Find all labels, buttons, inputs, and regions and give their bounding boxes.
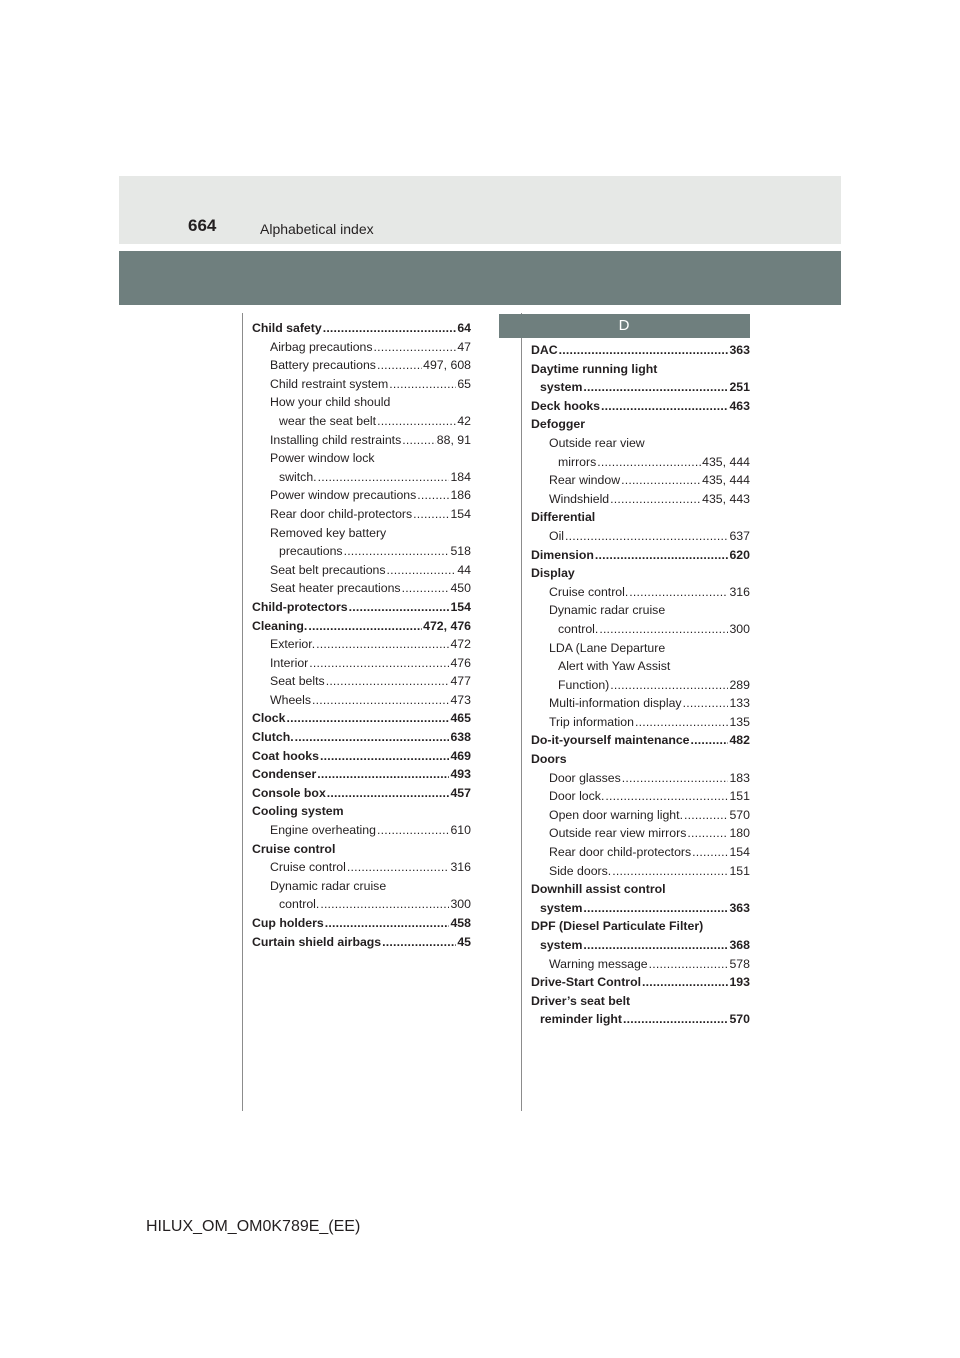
index-subentry bbox=[252, 338, 471, 357]
entry-term: Differential bbox=[531, 510, 596, 525]
page-reference: 316 bbox=[450, 860, 471, 875]
left-column-rule bbox=[242, 313, 243, 1111]
entry-term: Door lock. bbox=[549, 789, 605, 804]
page-reference: 435, 444 bbox=[702, 454, 750, 469]
entry-term: Airbag precautions bbox=[270, 339, 373, 354]
entry-term: reminder light bbox=[540, 1012, 622, 1027]
index-subentry bbox=[531, 583, 750, 602]
entry-term: precautions bbox=[279, 544, 343, 559]
page-number: 664 bbox=[188, 216, 217, 235]
entry-term: Outside rear view bbox=[549, 435, 645, 450]
header-dark-band bbox=[119, 251, 841, 305]
leader-dots bbox=[347, 858, 450, 877]
entry-term: Dynamic radar cruise bbox=[270, 878, 387, 893]
page-reference: 251 bbox=[729, 380, 750, 395]
index-subentry bbox=[531, 843, 750, 862]
entry-term: wear the seat belt bbox=[279, 413, 377, 428]
entry-term: control. bbox=[558, 621, 599, 636]
index-subentry bbox=[252, 561, 471, 580]
index-subentry bbox=[531, 955, 750, 974]
index-entry bbox=[531, 731, 750, 750]
entry-term: Display bbox=[531, 566, 575, 581]
leader-dots bbox=[402, 579, 450, 598]
index-entry bbox=[252, 709, 471, 728]
entry-term: Clock bbox=[252, 711, 286, 726]
page-reference: 473 bbox=[450, 692, 471, 707]
page-reference: 151 bbox=[729, 863, 750, 878]
index-subentry bbox=[252, 524, 471, 561]
page-reference: 135 bbox=[729, 714, 750, 729]
leader-dots bbox=[387, 561, 457, 580]
entry-term: Daytime running light bbox=[531, 361, 658, 376]
leader-dots bbox=[317, 765, 449, 784]
leader-dots bbox=[635, 713, 729, 732]
index-subentry bbox=[252, 431, 471, 450]
index-subentry bbox=[531, 434, 750, 471]
index-subentry bbox=[252, 877, 471, 914]
leader-dots bbox=[344, 542, 450, 561]
entry-term: Dynamic radar cruise bbox=[549, 603, 666, 618]
index-subentry bbox=[531, 527, 750, 546]
page-reference: 620 bbox=[729, 547, 750, 562]
entry-term: system bbox=[540, 938, 583, 952]
page-reference: 45 bbox=[457, 934, 471, 949]
entry-term: Outside rear view mirrors bbox=[549, 826, 687, 841]
leader-dots bbox=[583, 378, 728, 397]
page-reference: 482 bbox=[729, 733, 750, 748]
index-entry bbox=[252, 765, 471, 784]
leader-dots bbox=[629, 583, 728, 602]
leader-dots bbox=[308, 617, 422, 636]
page-reference: 193 bbox=[729, 975, 750, 990]
entry-term: Deck hooks bbox=[531, 398, 601, 413]
entry-term: Cruise control bbox=[270, 860, 346, 875]
page-reference: 363 bbox=[729, 900, 750, 915]
page-reference: 184 bbox=[450, 469, 471, 484]
page-reference: 300 bbox=[729, 621, 750, 636]
section-letter-heading: D bbox=[499, 314, 750, 338]
index-subentry bbox=[252, 821, 471, 840]
page-reference: 154 bbox=[450, 599, 471, 614]
entry-term: Engine overheating bbox=[270, 823, 376, 838]
entry-term: Rear window bbox=[549, 473, 621, 488]
entry-term: Cup holders bbox=[252, 916, 324, 930]
leader-dots bbox=[692, 843, 728, 862]
page-reference: 457 bbox=[450, 785, 471, 800]
leader-dots bbox=[583, 936, 728, 955]
page-reference: 477 bbox=[450, 674, 471, 689]
leader-dots bbox=[327, 784, 450, 803]
leader-dots bbox=[417, 486, 449, 505]
index-entry bbox=[531, 992, 750, 1029]
page-reference: 154 bbox=[450, 506, 471, 521]
page-reference: 151 bbox=[729, 789, 750, 804]
index-entry bbox=[252, 784, 471, 803]
index-entry bbox=[531, 973, 750, 992]
leader-dots bbox=[287, 709, 450, 728]
index-entry bbox=[531, 360, 750, 397]
index-entry bbox=[252, 840, 471, 859]
index-entry bbox=[531, 546, 750, 565]
entry-term: Trip information bbox=[549, 714, 634, 729]
index-entry bbox=[531, 508, 750, 527]
page-reference: 637 bbox=[729, 528, 750, 543]
entry-term: Cruise control bbox=[252, 841, 336, 856]
index-subentry bbox=[252, 635, 471, 654]
leader-dots bbox=[642, 973, 728, 992]
entry-term: Rear door child-protectors bbox=[270, 506, 413, 521]
index-entry bbox=[531, 397, 750, 416]
leader-dots bbox=[349, 598, 450, 617]
leader-dots bbox=[691, 731, 729, 750]
index-subentry bbox=[252, 672, 471, 691]
entry-term: Power window precautions bbox=[270, 488, 417, 503]
leader-dots bbox=[309, 654, 449, 673]
entry-term: Doors bbox=[531, 752, 567, 767]
entry-term: Condenser bbox=[252, 767, 317, 782]
index-subentry bbox=[531, 490, 750, 509]
leader-dots bbox=[377, 412, 456, 431]
entry-term: Seat belts bbox=[270, 674, 325, 689]
leader-dots bbox=[683, 694, 729, 713]
entry-term: Console box bbox=[252, 785, 326, 800]
entry-term: Child-protectors bbox=[252, 599, 348, 614]
leader-dots bbox=[326, 672, 450, 691]
leader-dots bbox=[374, 338, 457, 357]
entry-term: Windshield bbox=[549, 491, 610, 506]
page-reference: 570 bbox=[729, 807, 750, 822]
page-reference: 154 bbox=[729, 845, 750, 860]
page-reference: 472, 476 bbox=[423, 618, 471, 633]
page-reference: 47 bbox=[457, 339, 471, 354]
entry-term: Dimension bbox=[531, 547, 594, 562]
entry-term: Wheels bbox=[270, 692, 312, 707]
page-reference: 289 bbox=[729, 677, 750, 692]
page-reference: 472 bbox=[450, 637, 471, 652]
page-reference: 458 bbox=[450, 916, 471, 930]
entry-term: LDA (Lane Departure bbox=[549, 640, 666, 655]
page-reference: 476 bbox=[450, 655, 471, 670]
page-reference: 65 bbox=[457, 376, 471, 391]
document-code: HILUX_OM_OM0K789E_(EE) bbox=[146, 1218, 361, 1235]
index-column-right bbox=[531, 341, 750, 1029]
leader-dots bbox=[295, 728, 450, 747]
page-reference: 469 bbox=[450, 748, 471, 763]
index-entry bbox=[252, 617, 471, 636]
entry-term: Cooling system bbox=[252, 804, 344, 819]
page-reference: 435, 444 bbox=[702, 473, 750, 488]
leader-dots bbox=[623, 1010, 728, 1029]
page-reference: 180 bbox=[729, 826, 750, 841]
right-column-rule bbox=[521, 313, 522, 1111]
index-subentry bbox=[252, 654, 471, 673]
entry-term: Child safety bbox=[252, 321, 322, 335]
running-title: Alphabetical index bbox=[260, 221, 374, 237]
entry-term: Driver’s seat belt bbox=[531, 993, 631, 1008]
leader-dots bbox=[599, 620, 728, 639]
leader-dots bbox=[377, 821, 449, 840]
header-band bbox=[119, 176, 841, 244]
leader-dots bbox=[325, 914, 450, 933]
index-entry bbox=[252, 598, 471, 617]
leader-dots bbox=[610, 676, 728, 695]
index-entry bbox=[252, 728, 471, 747]
page-reference: 88, 91 bbox=[436, 432, 471, 447]
page-reference: 518 bbox=[450, 544, 471, 559]
entry-term: system bbox=[540, 900, 583, 915]
leader-dots bbox=[612, 862, 728, 881]
index-column-left bbox=[252, 319, 471, 951]
entry-term: Removed key battery bbox=[270, 525, 387, 540]
index-entry bbox=[531, 564, 750, 583]
page-reference: 368 bbox=[729, 938, 750, 952]
leader-dots bbox=[312, 691, 449, 710]
entry-term: Seat belt precautions bbox=[270, 562, 386, 577]
page-reference: 435, 443 bbox=[702, 491, 750, 506]
index-subentry bbox=[252, 375, 471, 394]
entry-term: Warning message bbox=[549, 956, 648, 971]
entry-term: Installing child restraints bbox=[270, 432, 402, 447]
leader-dots bbox=[323, 319, 457, 338]
leader-dots bbox=[318, 468, 450, 487]
entry-term: control. bbox=[279, 897, 320, 912]
leader-dots bbox=[601, 397, 728, 416]
entry-term: Clutch. bbox=[252, 730, 294, 745]
entry-term: Coat hooks bbox=[252, 748, 319, 763]
entry-term: Do-it-yourself maintenance bbox=[531, 733, 690, 748]
page-reference: 64 bbox=[457, 321, 471, 335]
index-subentry bbox=[252, 858, 471, 877]
page-reference: 463 bbox=[729, 398, 750, 413]
page-reference: 363 bbox=[729, 343, 750, 357]
index-subentry bbox=[531, 694, 750, 713]
leader-dots bbox=[583, 899, 728, 918]
leader-dots bbox=[687, 824, 728, 843]
page-reference: 316 bbox=[729, 584, 750, 599]
page-reference: 610 bbox=[450, 823, 471, 838]
entry-term: Defogger bbox=[531, 417, 585, 432]
index-entry bbox=[531, 415, 750, 434]
index-entry bbox=[531, 750, 750, 769]
leader-dots bbox=[320, 895, 449, 914]
index-subentry bbox=[531, 806, 750, 825]
page-reference: 133 bbox=[729, 696, 750, 711]
entry-term: Multi-information display bbox=[549, 696, 682, 711]
entry-term: Seat heater precautions bbox=[270, 581, 401, 596]
index-entry bbox=[531, 341, 750, 360]
entry-term: Drive-Start Control bbox=[531, 975, 641, 990]
leader-dots bbox=[684, 806, 728, 825]
entry-term: DPF (Diesel Particulate Filter) bbox=[531, 919, 704, 934]
index-subentry bbox=[252, 486, 471, 505]
index-subentry bbox=[531, 639, 750, 695]
index-subentry bbox=[531, 713, 750, 732]
entry-term: Cruise control. bbox=[549, 584, 629, 599]
index-subentry bbox=[531, 787, 750, 806]
leader-dots bbox=[382, 933, 456, 952]
page-reference: 44 bbox=[457, 562, 471, 577]
page-reference: 42 bbox=[457, 413, 471, 428]
page-reference: 578 bbox=[729, 956, 750, 971]
leader-dots bbox=[610, 490, 701, 509]
index-subentry bbox=[252, 691, 471, 710]
leader-dots bbox=[595, 546, 729, 565]
page-reference: 300 bbox=[450, 897, 471, 912]
index-entry bbox=[252, 319, 471, 338]
leader-dots bbox=[621, 471, 701, 490]
entry-term: Downhill assist control bbox=[531, 882, 666, 897]
index-entry bbox=[252, 914, 471, 933]
entry-term: DAC bbox=[531, 343, 558, 357]
page-reference: 570 bbox=[729, 1012, 750, 1027]
index-subentry bbox=[252, 449, 471, 486]
index-subentry bbox=[531, 471, 750, 490]
entry-term: Cleaning. bbox=[252, 618, 308, 633]
entry-term: How your child should bbox=[270, 395, 391, 410]
index-subentry bbox=[531, 824, 750, 843]
entry-term: Power window lock bbox=[270, 451, 375, 466]
entry-term: Curtain shield airbags bbox=[252, 934, 382, 949]
entry-term: Door glasses bbox=[549, 770, 621, 785]
index-subentry bbox=[252, 505, 471, 524]
index-subentry bbox=[252, 393, 471, 430]
index-subentry bbox=[531, 769, 750, 788]
index-subentry bbox=[252, 579, 471, 598]
entry-term: Open door warning light. bbox=[549, 807, 683, 822]
leader-dots bbox=[377, 356, 422, 375]
leader-dots bbox=[402, 431, 436, 450]
leader-dots bbox=[649, 955, 729, 974]
entry-term: Side doors. bbox=[549, 863, 612, 878]
leader-dots bbox=[597, 453, 701, 472]
page-reference: 183 bbox=[729, 770, 750, 785]
index-subentry bbox=[531, 601, 750, 638]
entry-term: switch. bbox=[279, 469, 317, 484]
leader-dots bbox=[605, 787, 728, 806]
leader-dots bbox=[316, 635, 449, 654]
page-reference: 638 bbox=[450, 730, 471, 745]
leader-dots bbox=[320, 747, 450, 766]
index-subentry bbox=[531, 862, 750, 881]
entry-term: Alert with Yaw Assist bbox=[558, 659, 671, 674]
page-reference: 493 bbox=[450, 767, 471, 782]
index-entry bbox=[252, 933, 471, 952]
entry-term: mirrors bbox=[558, 454, 597, 469]
index-entry bbox=[252, 802, 471, 821]
entry-term: Oil bbox=[549, 528, 565, 543]
index-entry bbox=[531, 880, 750, 917]
page-reference: 450 bbox=[450, 581, 471, 596]
page-reference: 186 bbox=[450, 488, 471, 503]
index-subentry bbox=[252, 356, 471, 375]
entry-term: system bbox=[540, 380, 583, 395]
page-reference: 497, 608 bbox=[423, 358, 471, 373]
index-entry bbox=[531, 917, 750, 954]
entry-term: Battery precautions bbox=[270, 358, 376, 373]
entry-term: Function) bbox=[558, 677, 610, 692]
page-reference: 465 bbox=[450, 711, 471, 726]
leader-dots bbox=[622, 769, 729, 788]
leader-dots bbox=[413, 505, 449, 524]
entry-term: Exterior. bbox=[270, 637, 316, 652]
entry-term: Rear door child-protectors bbox=[549, 845, 692, 860]
entry-term: Interior bbox=[270, 655, 309, 670]
leader-dots bbox=[565, 527, 728, 546]
leader-dots bbox=[559, 341, 729, 360]
entry-term: Child restraint system bbox=[270, 376, 389, 391]
index-entry bbox=[252, 747, 471, 766]
leader-dots bbox=[389, 375, 456, 394]
